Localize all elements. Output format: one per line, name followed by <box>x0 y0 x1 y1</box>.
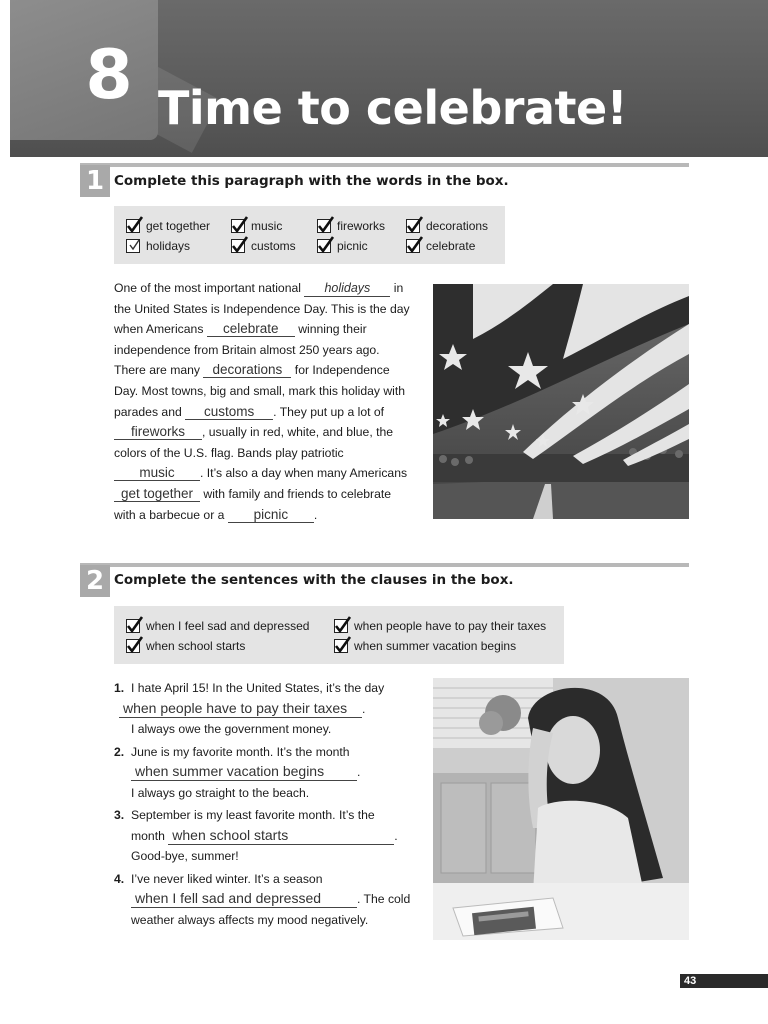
section-1-number: 1 <box>80 165 110 197</box>
word-option[interactable]: decorations <box>406 218 488 234</box>
section-2-instruction: Complete the sentences with the clauses in the box. <box>114 572 514 588</box>
answer-blank[interactable]: holidays <box>304 281 390 297</box>
clause-option[interactable]: when school starts <box>126 638 245 654</box>
word-option[interactable]: fireworks <box>317 218 385 234</box>
page-title: Time to celebrate! <box>158 81 628 135</box>
checkbox-checked-icon[interactable] <box>406 239 420 253</box>
checkbox-checked-icon[interactable] <box>126 619 140 633</box>
answer-line[interactable]: when school starts <box>168 827 394 845</box>
checkbox-checked-icon[interactable] <box>334 619 348 633</box>
section-1-rule <box>80 163 689 167</box>
clause-option[interactable]: when people have to pay their taxes <box>334 618 546 634</box>
clause-box <box>114 606 564 664</box>
word-option[interactable]: music <box>231 218 282 234</box>
word-option[interactable]: celebrate <box>406 238 475 254</box>
checkbox-checked-icon[interactable] <box>317 219 331 233</box>
clause-option[interactable]: when summer vacation begins <box>334 638 516 654</box>
section-2-number: 2 <box>80 565 110 597</box>
answer-blank[interactable]: fireworks <box>114 424 202 440</box>
list-item: 4. I’ve never liked winter. It’s a season when I fell sad and depressed . The cold weather always affects my mood negatively. <box>114 871 411 927</box>
answer-blank[interactable]: decorations <box>203 362 291 378</box>
stressed-woman-photo <box>433 678 689 940</box>
word-option[interactable]: get together <box>126 218 210 234</box>
checkbox-checked-icon[interactable] <box>231 239 245 253</box>
checkbox-checked-icon[interactable] <box>126 219 140 233</box>
list-item: 2. June is my favorite month. It’s the month when summer vacation begins . I always go straight to the beach. <box>114 744 361 800</box>
flag-parade-photo <box>433 284 689 519</box>
word-option[interactable]: customs <box>231 238 296 254</box>
word-option[interactable]: holidays <box>126 238 190 254</box>
checkbox-checked-icon[interactable] <box>406 219 420 233</box>
word-option[interactable]: picnic <box>317 238 368 254</box>
answer-blank[interactable]: picnic <box>228 507 314 523</box>
unit-number: 8 <box>85 36 133 115</box>
clause-option[interactable]: when I feel sad and depressed <box>126 618 309 634</box>
section-2-rule <box>80 563 689 567</box>
answer-blank[interactable]: customs <box>185 404 273 420</box>
checkbox-checked-icon[interactable] <box>126 639 140 653</box>
checkbox-checked-icon[interactable] <box>334 639 348 653</box>
checkbox-checked-icon[interactable] <box>126 239 140 253</box>
list-item: 1. I hate April 15! In the United States, it’s the day when people have to pay their taxes . I always owe the government money. <box>114 681 385 736</box>
word-box <box>114 206 505 264</box>
section-1-instruction: Complete this paragraph with the words in the box. <box>114 173 509 189</box>
page-number: 43 <box>680 974 768 988</box>
answer-line[interactable]: when I fell sad and depressed <box>131 890 357 908</box>
checkbox-checked-icon[interactable] <box>317 239 331 253</box>
list-item: 3. September is my least favorite month. It’s the month when school starts . Good-bye, summer! <box>114 808 398 863</box>
answer-line[interactable]: when people have to pay their taxes <box>119 700 362 718</box>
answer-blank[interactable]: get together <box>114 486 200 502</box>
cloze-paragraph: One of the most important national holidays in the United States is Independence Day. This is the day when Americans celebrate winning their independence from Britain almost 250 years ago. There are many decorations for Independence Day. Most towns, big and small, mark this holiday with parades and customs . They put up a lot of fireworks , usually in red, white, and blue, the colors of the U.S. flag. Bands play patriotic music . It’s also a day when many Americans get together with family and friends to celebrate with a barbecue or a picnic . <box>114 281 410 522</box>
checkbox-checked-icon[interactable] <box>231 219 245 233</box>
answer-blank[interactable]: music <box>114 465 200 481</box>
answer-blank[interactable]: celebrate <box>207 321 295 337</box>
answer-line[interactable]: when summer vacation begins <box>131 763 357 781</box>
sentence-list <box>114 678 419 930</box>
